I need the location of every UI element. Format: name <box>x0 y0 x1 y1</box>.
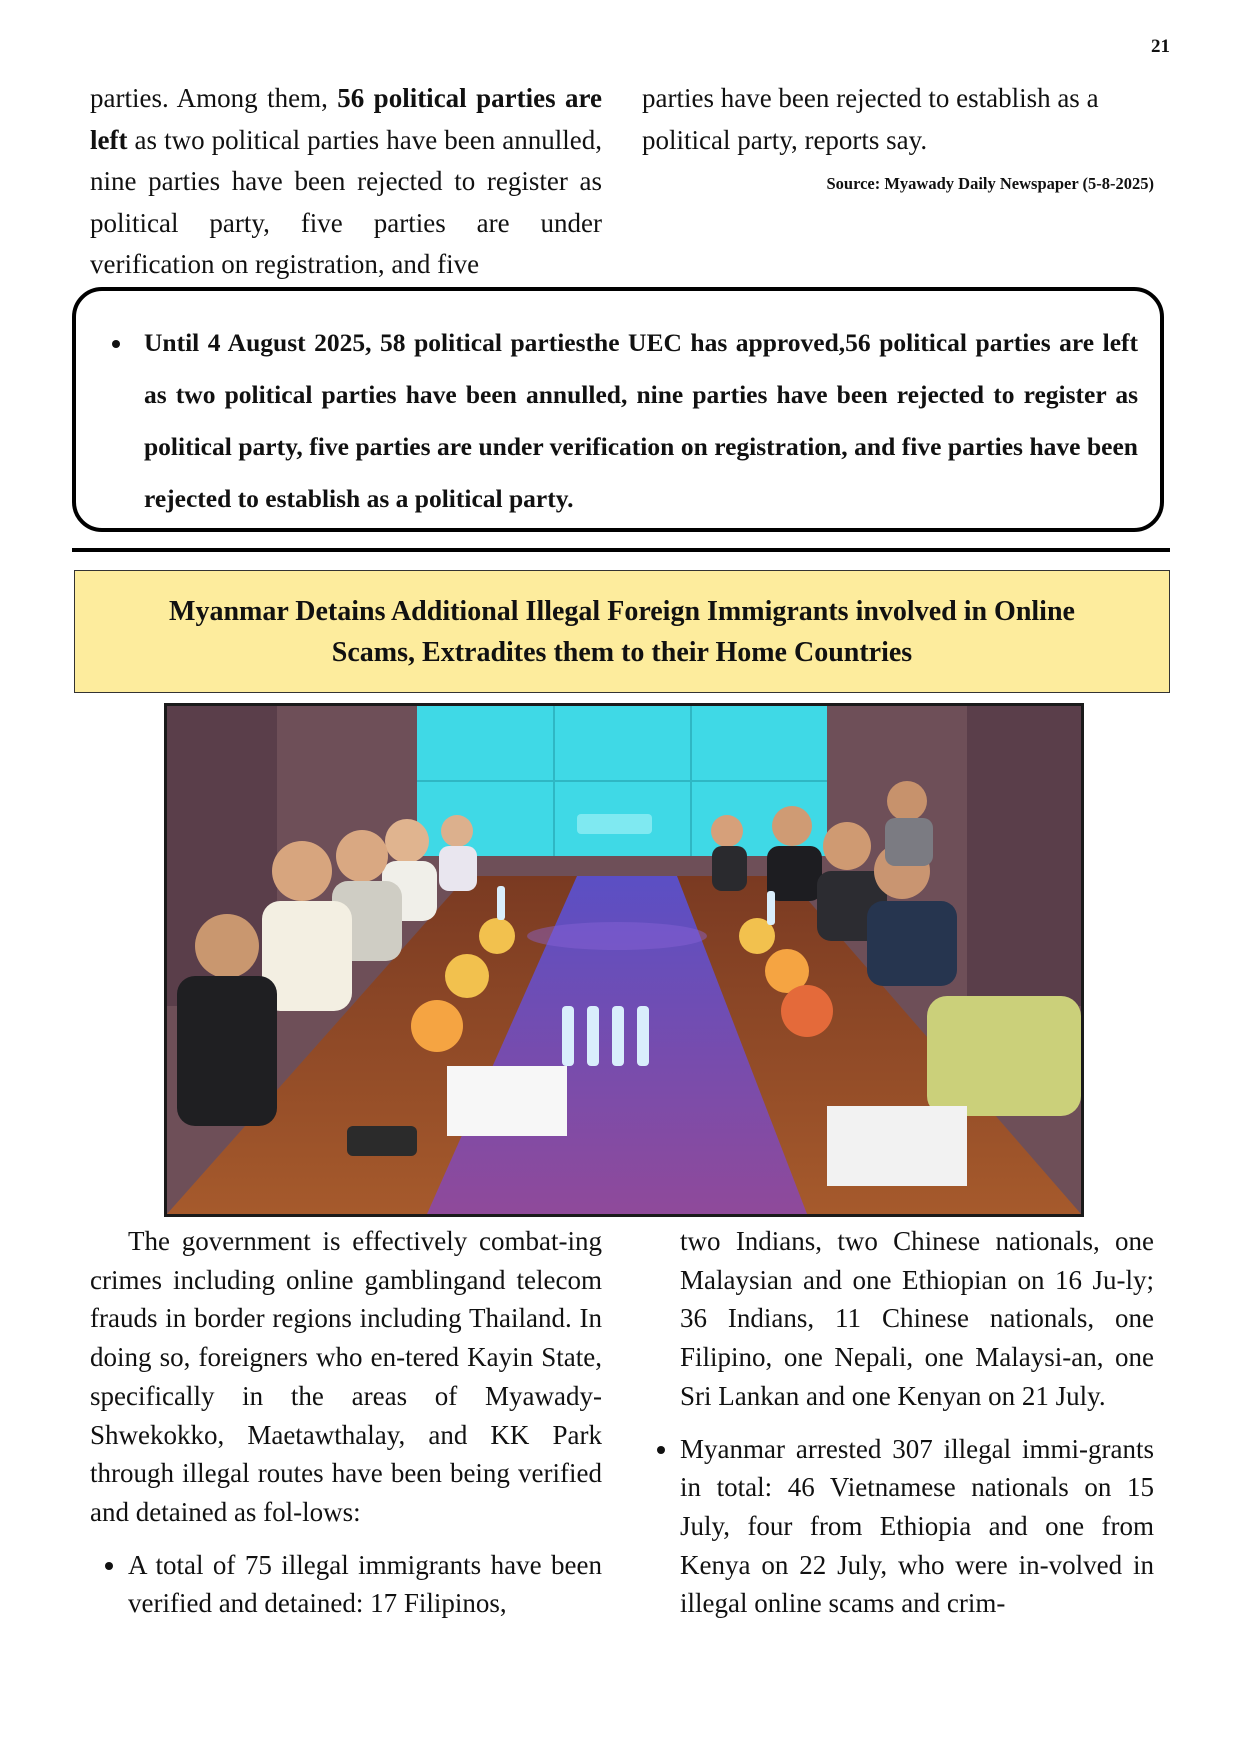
headline <box>169 591 1075 673</box>
table-glow <box>527 922 707 950</box>
top-left-bold-text: 56 political parties are left <box>90 83 602 155</box>
meeting-photo-illustration <box>167 706 1081 1214</box>
meeting-photo <box>164 703 1084 1217</box>
bottom-left-column <box>90 1222 602 1623</box>
top-left-column <box>90 78 602 286</box>
bullet-1-continuation: two Indians, two Chinese nationals, one Malaysian and one Ethiopian on 16 Ju-ly; 36 Indians, 11 Chinese nationals, one Filipino, one Nepali, one Malaysi-an, one Sri Lankan and one Kenyan on 21 July. <box>680 1226 1154 1411</box>
top-left-text-1: parties. Among them, <box>90 83 338 113</box>
summary-list <box>76 317 1138 525</box>
top-left-paragraph <box>90 78 602 286</box>
section-divider <box>72 548 1170 552</box>
summary-box <box>72 287 1164 532</box>
source-citation: Source: Myawady Daily Newspaper (5-8-2025) <box>826 174 1154 193</box>
screen-label <box>577 814 652 834</box>
headline-line-1: Myanmar Detains Additional Illegal Foreign Immigrants involved in Online <box>169 595 1075 627</box>
top-right-paragraph: parties have been rejected to establish as a political party, reports say. <box>642 83 1099 155</box>
bottom-right-column <box>642 1222 1154 1623</box>
summary-bullet: • Until 4 August 2025, 58 political partiesthe UEC has approved,56 political parties are left as two political parties have been annulled, nine parties have been rejected to register as political party, five parties are under verification on registration, and five parties have been rejected to establish as a political party. <box>134 317 1138 525</box>
top-right-column <box>642 78 1154 195</box>
detention-list <box>90 1546 602 1623</box>
top-left-text-2: as two political parties have been annulled, nine parties have been rejected to register as political party, five parties are under verification on registration, and five <box>90 124 602 279</box>
headline-line-2: Scams, Extradites them to their Home Countries <box>331 636 913 668</box>
arrest-list <box>642 1430 1154 1624</box>
page-number: 21 <box>1151 36 1170 57</box>
detention-bullet-1: • A total of 75 illegal immigrants have been verified and detained: 17 Filipinos, <box>128 1546 602 1623</box>
right-wall-panel <box>967 706 1081 1006</box>
headline-box <box>74 570 1170 693</box>
arrest-bullet-2: • Myanmar arrested 307 illegal immi-grants in total: 46 Vietnamese nationals on 15 July, four from Ethiopia and one from Kenya on 22 July, who were in-volved in illegal online scams and crim- <box>680 1430 1154 1624</box>
intro-paragraph: The government is effectively combat-ing crimes including online gamblingand telecom frauds in border regions including Thailand. In doing so, foreigners who en-tered Kayin State, specifically in the areas of Myawady-Shwekokko, Maetawthalay, and KK Park through illegal routes have been being verified and detained as fol-lows: <box>90 1226 602 1527</box>
